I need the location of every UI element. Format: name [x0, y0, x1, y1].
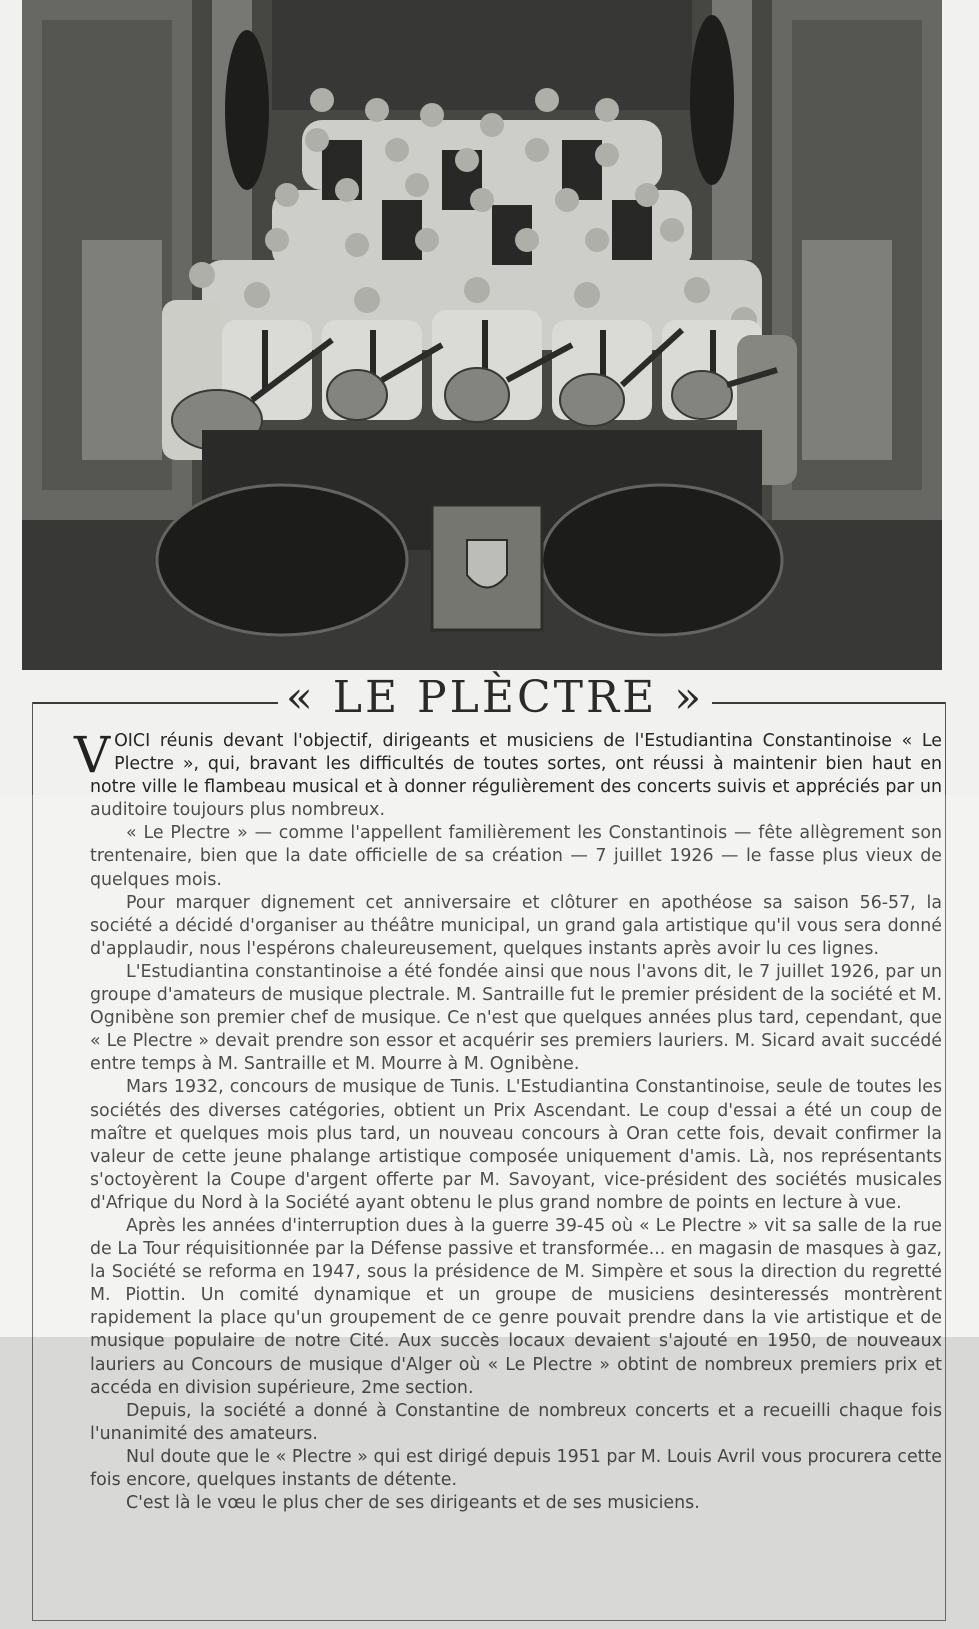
drop-cap: V	[74, 726, 111, 784]
paragraph-8: Nul doute que le « Plectre » qui est dirigé depuis 1951 par M. Louis Avril vous procurera cette fois encore, quelques instants de détente.	[90, 1446, 942, 1490]
article-body	[74, 726, 942, 1515]
article-title: « LE PLÈCTRE »	[285, 672, 705, 723]
paragraph-6: Après les années d'interruption dues à la guerre 39-45 où « Le Plectre » vit sa salle de la rue de La Tour réquisitionnée par la Défense passive et transformée... en magasin de masques à gaz, la Société se reforma en 1947, sous la présidence de M. Simpère et sous la direction du regretté M. Piottin. Un comité dynamique et un groupe de musiciens desinteressés montrèrent rapidement la place qu'un groupement de ce genre pouvait prendre dans la vie artistique et de musique populaire de notre Cité. Aux succès locaux devaient s'ajouté en 1950, de nouveaux lauriers au Concours de musique d'Alger où « Le Plectre » obtint de nombreux premiers prix et accéda en division supérieure, 2me section.	[90, 1215, 942, 1398]
paragraph-3: Pour marquer dignement cet anniversaire et clôturer en apothéose sa saison 56-57, la société a décidé d'organiser au théâtre municipal, un grand gala artistique qu'il vous sera donné d'applaudir, nous l'espérons chaleureusement, quelques instants après avoir lu ces lignes.	[90, 892, 942, 959]
group-photo	[22, 0, 942, 670]
paragraph-7: Depuis, la société a donné à Constantine de nombreux concerts et a recueilli chaque fois l'unanimité des amateurs.	[90, 1400, 942, 1444]
paragraph-1: VOICI réunis devant l'objectif, dirigeants et musiciens de l'Estudiantina Constantinoise « Le Plectre », qui, bravant les difficultés de toutes sortes, ont réussi à maintenir bien haut en notre ville le flambeau musical et à donner régulièrement des concerts suivis et appréciés par un auditoire toujours plus nombreux.	[74, 726, 942, 821]
paragraph-9: C'est là le vœu le plus cher de ses dirigeants et de ses musiciens.	[126, 1493, 700, 1514]
paragraph-4: L'Estudiantina constantinoise a été fondée ainsi que nous l'avons dit, le 7 juillet 1926, par un groupe d'amateurs de musique plectrale. M. Santraille fut le premier président de la société et M. Ognibène son premier chef de musique. Ce n'est que quelques années plus tard, cependant, que « Le Plectre » devait prendre son essor et acquérir ses premiers lauriers. M. Sicard avait succédé entre temps à M. Santraille et M. Mourre à M. Ognibène.	[90, 961, 942, 1075]
paragraph-5: Mars 1932, concours de musique de Tunis. L'Estudiantina Constantinoise, seule de toutes les sociétés des diverses catégories, obtient un Prix Ascendant. Le coup d'essai a été un coup de maître et quelques mois plus tard, un nouveau concours à Oran cette fois, devait confirmer la valeur de cette jeune phalange artistique composée uniquement d'amis. Là, nos représentants s'octoyèrent la Coupe d'argent offerte par M. Savoyant, vice-président des sociétés musicales d'Afrique du Nord à la Société ayant obtenu le plus grand nombre de points en lecture à vue.	[90, 1077, 942, 1213]
paragraph-2: « Le Plectre » — comme l'appellent familièrement les Constantinois — fête allègrement son trentenaire, bien que la date officielle de sa création — 7 juillet 1926 — le fasse plus vieux de quelques mois.	[90, 823, 942, 890]
group-photo-illustration	[22, 0, 942, 670]
